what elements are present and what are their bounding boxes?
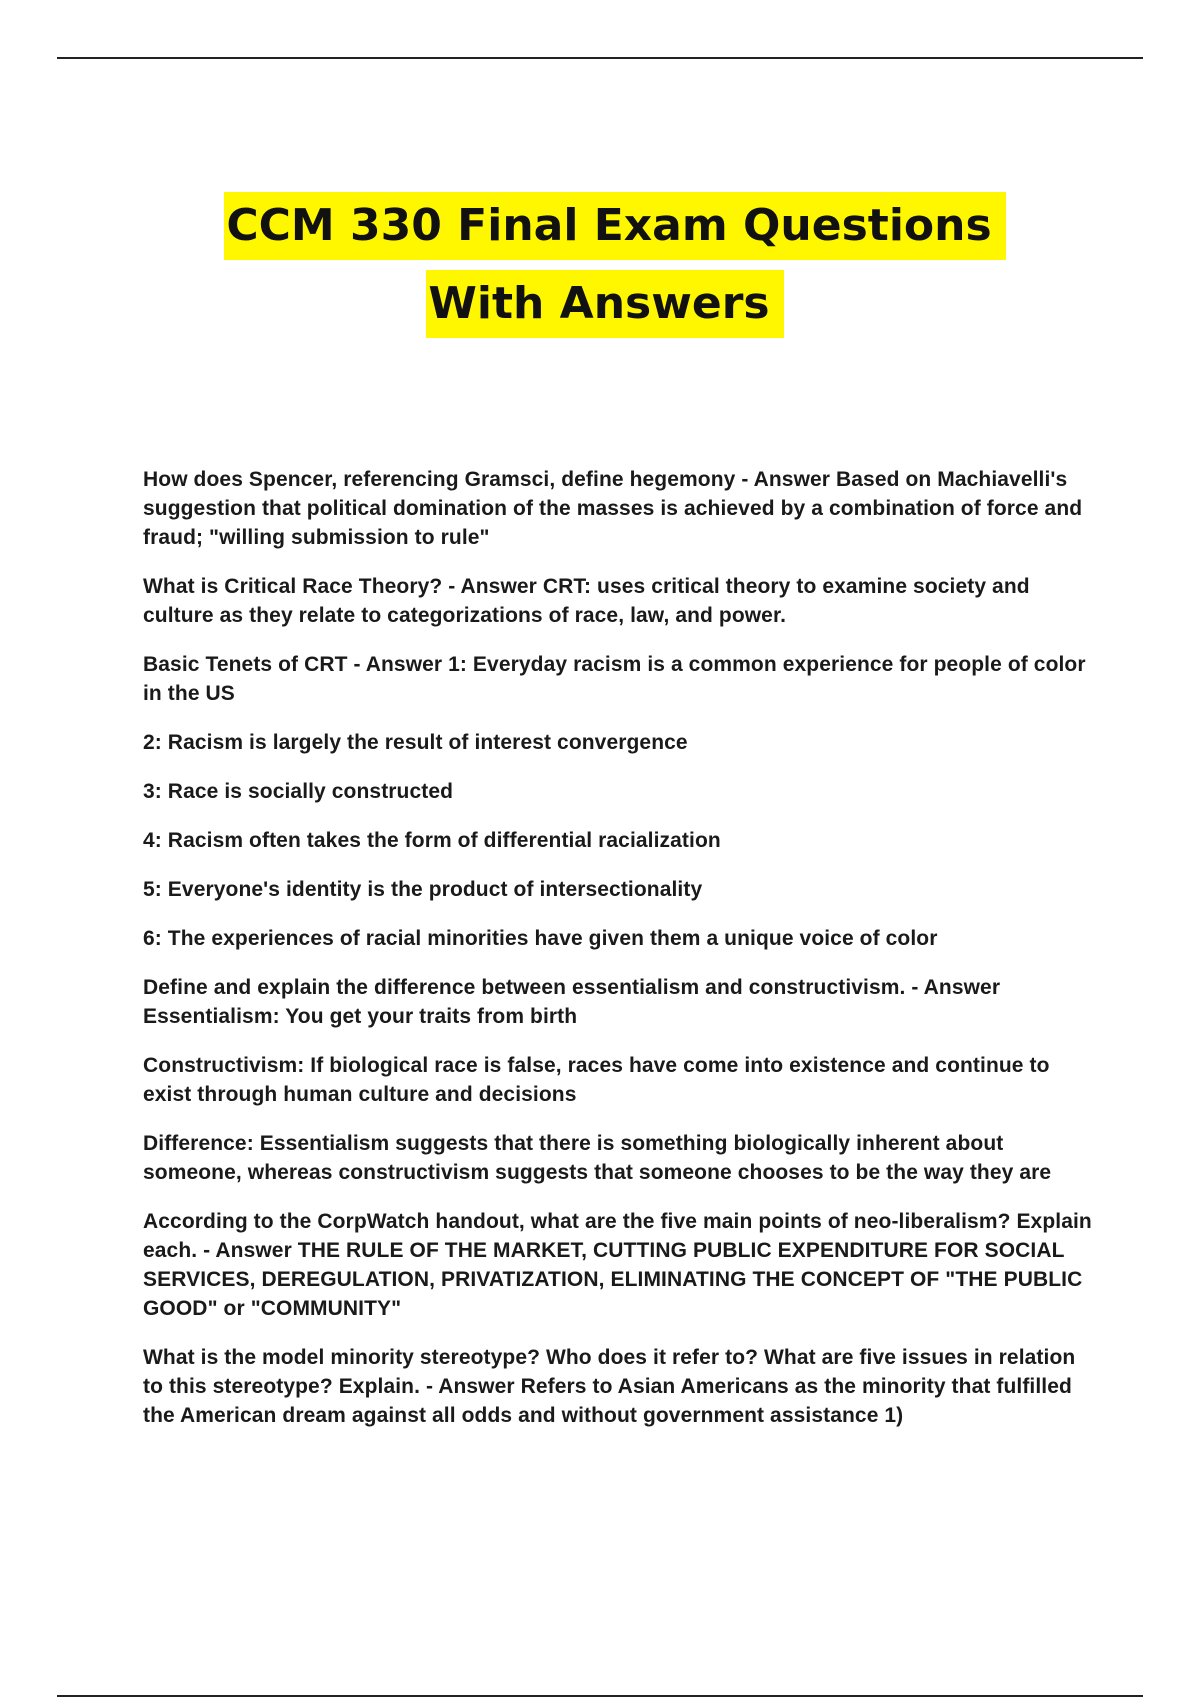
title-line-2: With Answers [426, 270, 783, 338]
bottom-divider [57, 1695, 1143, 1697]
top-divider [57, 57, 1143, 59]
qa-paragraph: 2: Racism is largely the result of interest convergence [143, 731, 688, 754]
qa-paragraph: 3: Race is socially constructed [143, 780, 454, 803]
qa-paragraph: 5: Everyone's identity is the product of intersectionality [143, 878, 703, 901]
qa-paragraph: What is the model minority stereotype? Who does it refer to? What are five issues in relation to this stereotype? Explain. - Answer Refers to Asian Americans as the minority that fulfilled the American dream against all odds and without government assistance 1) [143, 1346, 1076, 1427]
qa-paragraph: Basic Tenets of CRT - Answer 1: Everyday racism is a common experience for people of color in the US [143, 653, 1086, 705]
qa-paragraph: 6: The experiences of racial minorities have given them a unique voice of color [143, 927, 938, 950]
document-title [0, 192, 1200, 338]
qa-paragraph: What is Critical Race Theory? - Answer CRT: uses critical theory to examine society and culture as they relate to categorizations of race, law, and power. [143, 575, 1030, 627]
qa-paragraph: Difference: Essentialism suggests that there is something biologically inherent about someone, whereas constructivism suggests that someone chooses to be the way they are [143, 1132, 1052, 1184]
qa-paragraph: Constructivism: If biological race is false, races have come into existence and continue to exist through human culture and decisions [143, 1054, 1050, 1106]
qa-paragraph: According to the CorpWatch handout, what are the five main points of neo-liberalism? Explain each. - Answer THE RULE OF THE MARKET, CUTTING PUBLIC EXPENDITURE FOR SOCIAL SERVICES, DEREGULATION, PRIVATIZATION, ELIMINATING THE CONCEPT OF "THE PUBLIC GOOD" or "COMMUNITY" [143, 1210, 1092, 1320]
qa-paragraph: How does Spencer, referencing Gramsci, define hegemony - Answer Based on Machiavelli's suggestion that political domination of the masses is achieved by a combination of force and fraud; "willing submission to rule" [143, 468, 1083, 549]
document-body [143, 465, 1098, 1450]
title-line-1: CCM 330 Final Exam Questions [224, 192, 1005, 260]
qa-paragraph: Define and explain the difference between essentialism and constructivism. - Answer Essentialism: You get your traits from birth [143, 976, 1001, 1028]
qa-paragraph: 4: Racism often takes the form of differential racialization [143, 829, 721, 852]
